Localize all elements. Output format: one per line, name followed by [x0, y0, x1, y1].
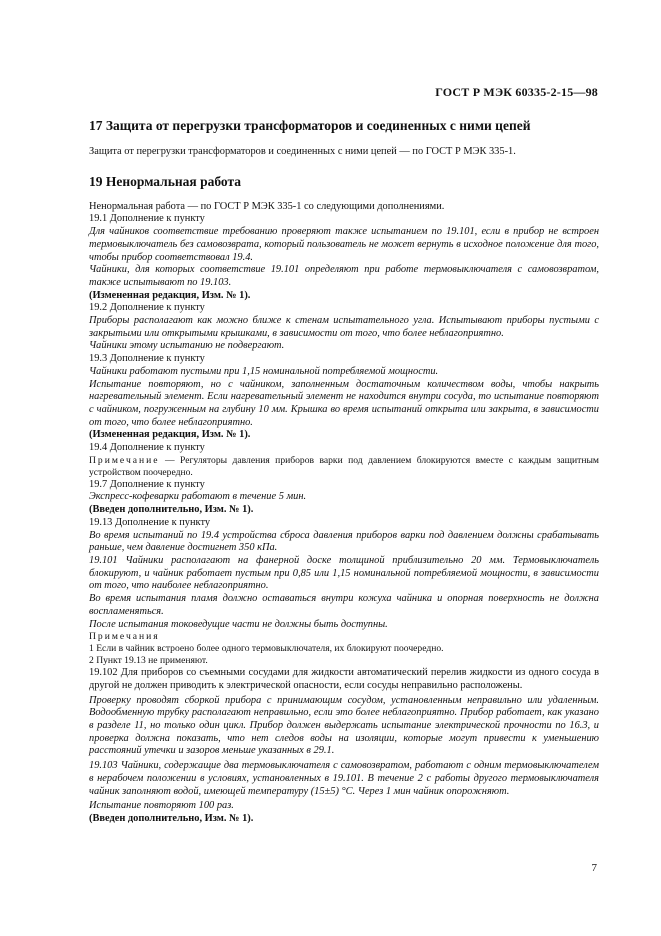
document-header: ГОСТ Р МЭК 60335-2-15—98 — [435, 85, 598, 99]
section-19-intro: Ненормальная работа — по ГОСТ Р МЭК 335-1 со следующими дополнениями. — [89, 200, 445, 212]
clause-19-13-label: 19.13 Дополнение к пункту — [89, 516, 211, 528]
clause-19-103-note: (Введен дополнительно, Изм. № 1). — [89, 812, 254, 824]
clause-19-1-label: 19.1 Дополнение к пункту — [89, 213, 205, 225]
page-number: 7 — [591, 862, 597, 874]
section-17-text: Защита от перегрузки трансформаторов и соединенных с ними цепей — по ГОСТ Р МЭК 335-1. — [89, 146, 516, 157]
clause-19-4-note — [89, 455, 599, 479]
clause-19-3-label: 19.3 Дополнение к пункту — [89, 353, 205, 365]
clause-19-2-text-a: Приборы располагают как можно ближе к стенам испытательного угла. Испытывают приборы пустыми с закрытыми или открытыми крышками, в зависимости от того, что более неблагоприятно. — [89, 315, 599, 339]
clause-19-1-text-a: Для чайников соответствие требованию проверяют также испытанием по 19.101, если в прибор не встроен термовыключатель без самовозврата, который пользователь не может вернуть в исходное положение для того, чтобы прибор соответствовал 19.4. — [89, 226, 599, 263]
clause-19-4-note-label: Примечание — [89, 454, 160, 466]
page-content — [89, 117, 599, 826]
clause-19-3-note: (Измененная редакция, Изм. № 1). — [89, 429, 251, 441]
clause-19-4-label: 19.4 Дополнение к пункту — [89, 442, 205, 454]
clause-19-2-text-b: Чайники этому испытанию не подвергают. — [89, 340, 285, 352]
clause-19-102-text-b: Проверку проводят сборкой прибора с принимающим сосудом, установленным неправильно или удаленным. Водообменную трубку располагают неправильно, если это более неблагоприятно. Прибор работает, как указано в разделе 11, но только один цикл. Прибор должен выдержать испытание электрической прочности по 16.3, и проверка должна показать, что нет следов воды на изоляции, которые могут привести к уменьшению расстояний утечки и зазоров меньше указанных в 29.1. — [89, 694, 599, 757]
clause-19-101-text-a: 19.101 Чайники располагают на фанерной доске толщиной приблизительно 20 мм. Термовыключатель блокируют, и чайник работает пустым при 0,85 или 1,15 номинальной потребляемой мощности, в зависимости от того, что наиболее неблагоприятно. — [89, 554, 599, 592]
section-17-heading: 17 Защита от перегрузки трансформаторов и соединенных с ними цепей — [89, 118, 531, 133]
clause-19-7-note: (Введен дополнительно, Изм. № 1). — [89, 504, 254, 516]
clause-19-3-text-b: Испытание повторяют, но с чайником, заполненным достаточным количеством воды, чтобы накрыть нагревательный элемент. Если нагревательный элемент не находится внутри сосуда, то испытание повторяют с чайником, погруженным на глубину 10 мм. Крышка во время испытаний открыта или закрыта, в зависимости от того, что более неблагоприятно. — [89, 378, 599, 428]
clause-19-101-note-2: 2 Пункт 19.13 не применяют. — [89, 655, 208, 667]
clause-19-103-text-b: Испытание повторяют 100 раз. — [89, 800, 234, 812]
clause-19-7-text: Экспресс-кофеварки работают в течение 5 мин. — [89, 491, 307, 503]
clause-19-101-notes-label: Примечания — [89, 631, 160, 643]
clause-19-1-note: (Измененная редакция, Изм. № 1). — [89, 289, 251, 301]
clause-19-1-text-b: Чайники, для которых соответствие 19.101 определяют при работе термовыключателя с самовозвратом, также испытывают по 19.103. — [89, 264, 599, 288]
section-19-heading: 19 Ненормальная работа — [89, 173, 242, 189]
clause-19-102-text-a: 19.102 Для приборов со съемными сосудами для жидкости автоматический перелив жидкости из одного сосуда в другой не должен приводить к электрической опасности, если сосуды неправильно расположены. — [89, 667, 599, 691]
clause-19-101-text-c: После испытания токоведущие части не должны быть доступны. — [89, 618, 388, 630]
clause-19-103-text-a: 19.103 Чайники, содержащие два термовыключателя с самовозвратом, работают с одним термовыключателем в нерабочем положении в условиях, установленных в 19.101. В течение 2 с работы другого термовыключателя чайник заполняют водой, имеющей температуру (15±5) °С. Через 1 мин чайник опорожняют. — [89, 760, 599, 797]
clause-19-4-note-text: — Регуляторы давления приборов варки под давлением блокируются вместе с каждым защитным устройством поочередно. — [89, 454, 599, 478]
clause-19-101-text-b: Во время испытания пламя должно оставаться внутри кожуха чайника и опорная поверхность не должна воспламеняться. — [89, 593, 599, 617]
clause-19-3-text-a: Чайники работают пустыми при 1,15 номинальной потребляемой мощности. — [89, 365, 439, 377]
clause-19-101-note-1: 1 Если в чайник встроено более одного термовыключателя, их блокируют поочередно. — [89, 643, 444, 655]
clause-19-7-label: 19.7 Дополнение к пункту — [89, 478, 205, 490]
clause-19-13-text: Во время испытаний по 19.4 устройства сброса давления приборов варки под давлением должны срабатывать раньше, чем давление достигнет 350 кПа. — [89, 529, 599, 554]
clause-19-2-label: 19.2 Дополнение к пункту — [89, 302, 205, 314]
